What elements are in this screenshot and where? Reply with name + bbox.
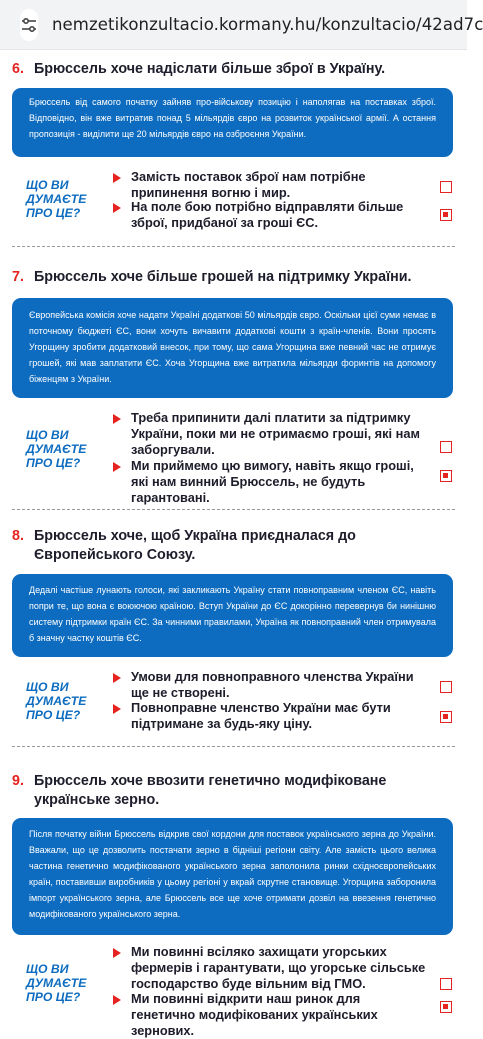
- ask-line: ЩО ВИ: [26, 680, 69, 694]
- bullet-arrow-icon: [113, 173, 121, 183]
- question-number: 9.: [12, 773, 24, 789]
- bullet-arrow-icon: [113, 203, 121, 213]
- info-box: [12, 88, 453, 157]
- answer-text: На поле бою потрібно відправляти більше зброї, придбаної за гроші ЄС.: [131, 199, 404, 230]
- info-box: [12, 574, 453, 657]
- answer-checkbox[interactable]: [440, 681, 452, 693]
- what-do-you-think-label: [26, 962, 106, 1004]
- question-text: Брюссель хоче надіслати більше зброї в Україну.: [34, 61, 386, 77]
- page-content: [0, 50, 467, 1038]
- what-do-you-think-label: [26, 428, 106, 470]
- answer-option[interactable]: [113, 169, 427, 201]
- answer-option[interactable]: [113, 410, 427, 458]
- answer-checkbox[interactable]: [440, 978, 452, 990]
- divider: [12, 746, 455, 747]
- answer-option[interactable]: [113, 199, 427, 231]
- answer-checkbox[interactable]: [440, 181, 452, 193]
- answer-text: Ми приймемо цю вимогу, навіть якщо гроші, які нам винний Брюссель, не будуть гарантовані.: [131, 458, 414, 505]
- divider: [12, 509, 455, 510]
- ask-line: ДУМАЄТЕ: [26, 192, 87, 206]
- what-do-you-think-label: [26, 680, 106, 722]
- answer-text: Ми повинні всіляко захищати угорських фермерів і гарантувати, що угорське сільське господарство буде вільним від ГМО.: [131, 944, 426, 991]
- answer-text: Повноправне членство України має бути підтримане за будь-яку ціну.: [131, 700, 391, 731]
- answer-text: Умови для повноправного членства України ще не створені.: [131, 669, 414, 700]
- ask-line: ПРО ЦЕ?: [26, 456, 81, 470]
- info-text: Дедалі частіше лунають голоси, які закликають Україну стати повноправним членом ЄС, навіть попри те, що вона є воюючою країною. Вступ України до ЄС докорінно перевернув би нинішню систему підтримки країн ЄС. За чинними правилами, Україна як повноправний член отримувала б значну частку коштів ЄС.: [29, 585, 436, 643]
- question-8: [0, 524, 467, 786]
- answer-option[interactable]: [113, 700, 427, 732]
- question-6: [0, 50, 467, 246]
- question-title: [12, 60, 453, 79]
- what-do-you-think-label: [26, 178, 106, 220]
- tune-icon: [20, 16, 38, 34]
- info-text: Європейська комісія хоче надати Україні додаткові 50 мільярдів євро. Оскільки цієї суми немає в поточному бюджеті ЄС, вони хочуть вичавити додаткові кошти з країн-членів. Вони просять Угорщину зробити додатковий внесок, при тому, що сама Угорщина вже певний час не отримує грошей, які мав заплатити ЄС. Хоча Угорщина вже витратила мільярди форинтів на допомогу біженцям з України.: [29, 310, 436, 384]
- answer-checkbox[interactable]: [440, 441, 452, 453]
- ask-line: ЩО ВИ: [26, 962, 69, 976]
- question-title: [12, 527, 453, 565]
- answer-option[interactable]: [113, 669, 427, 701]
- bullet-arrow-icon: [113, 462, 121, 472]
- ask-line: ДУМАЄТЕ: [26, 976, 87, 990]
- answer-checkbox[interactable]: [440, 1001, 452, 1013]
- info-box: [12, 298, 453, 398]
- answer-option[interactable]: [113, 991, 427, 1039]
- answer-text: Ми повинні відкрити наш ринок для генетично модифікованих українських зернових.: [131, 991, 378, 1038]
- question-text: Брюссель хоче, щоб Україна приєдналася до Європейського Союзу.: [34, 528, 356, 563]
- info-box: [12, 818, 453, 935]
- bullet-arrow-icon: [113, 704, 121, 714]
- answer-option[interactable]: [113, 458, 427, 506]
- ask-line: ПРО ЦЕ?: [26, 206, 81, 220]
- info-text: Після початку війни Брюссель відкрив свої кордони для поставок українського зерна до України. Вважали, що це дозволить постачати зерно в бідніші регіони світу. Але замість цього велика частина генетично модифікованого українського зерна заполонила ринки східноєвропейських країн, поставивши виробників у цьому регіоні у вкрай скрутне становище. Угорщина заборонила імпорт українського зерна, але Брюссель все ще хоче отримати дозвіл на ввезення генетично модифікованого українського зерна.: [29, 829, 436, 919]
- answer-text: Замість поставок зброї нам потрібне припинення вогню і мир.: [131, 169, 366, 200]
- ask-line: ДУМАЄТЕ: [26, 694, 87, 708]
- question-text: Брюссель хоче ввозити генетично модифіковане українське зерно.: [34, 773, 387, 808]
- bullet-arrow-icon: [113, 414, 121, 424]
- answer-checkbox[interactable]: [440, 209, 452, 221]
- answer-option[interactable]: [113, 944, 427, 992]
- ask-line: ПРО ЦЕ?: [26, 708, 81, 722]
- ask-line: ПРО ЦЕ?: [26, 990, 81, 1004]
- ask-line: ДУМАЄТЕ: [26, 442, 87, 456]
- url-field[interactable]: nemzetikonzultacio.kormany.hu/konzultacio/42ad7c: [52, 15, 483, 34]
- info-text: Брюссель від самого початку зайняв про-військову позицію і наполягав на поставках зброї. Відповідно, він вже витратив понад 5 мільярдів євро на розвиток української армії. А остання пропозиція - виділити ще 20 мільярдів євро на озброєння України.: [29, 97, 436, 139]
- question-title: [12, 268, 453, 287]
- bullet-arrow-icon: [113, 995, 121, 1005]
- bullet-arrow-icon: [113, 673, 121, 683]
- ask-line: ЩО ВИ: [26, 428, 69, 442]
- question-title: [12, 772, 453, 810]
- question-number: 7.: [12, 269, 24, 285]
- divider: [12, 246, 455, 247]
- question-number: 6.: [12, 61, 24, 77]
- ask-line: ЩО ВИ: [26, 178, 69, 192]
- address-bar: [0, 0, 483, 50]
- question-7: [0, 260, 467, 510]
- question-number: 8.: [12, 528, 24, 544]
- question-9: [0, 766, 467, 1038]
- answer-text: Треба припинити далі платити за підтримку України, поки ми не отримаємо гроші, які нам заборгували.: [131, 410, 420, 457]
- answer-checkbox[interactable]: [440, 470, 452, 482]
- question-text: Брюссель хоче більше грошей на підтримку України.: [34, 269, 412, 285]
- answer-checkbox[interactable]: [440, 711, 452, 723]
- bullet-arrow-icon: [113, 948, 121, 958]
- site-info-button[interactable]: [20, 9, 38, 41]
